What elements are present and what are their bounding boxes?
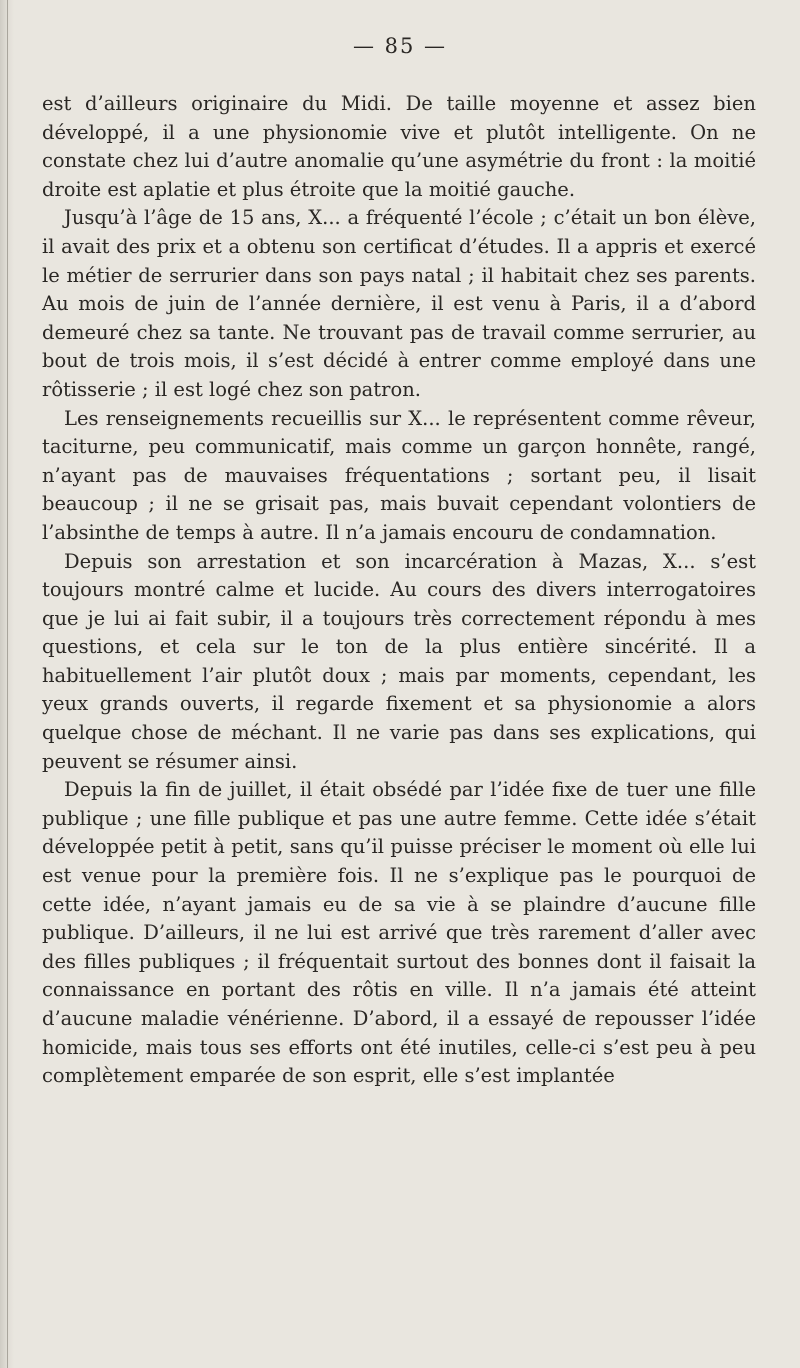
- body-text: [42, 90, 756, 1091]
- page-binding-line: [7, 0, 8, 1368]
- paragraph-4: Depuis son arrestation et son incarcération à Mazas, X... s’est toujours montré calme et lucide. Au cours des divers interrogatoires que je lui ai fait subir, il a toujours très correctement répondu à mes questions, et cela sur le ton de la plus entière sincérité. Il a habituellement l’air plutôt doux ; mais par moments, cependant, les yeux grands ouverts, il regarde fixement et sa physionomie a alors quelque chose de méchant. Il ne varie pas dans ses explications, qui peuvent se résumer ainsi.: [42, 549, 756, 773]
- paragraph-5: Depuis la fin de juillet, il était obsédé par l’idée fixe de tuer une fille publique ; une fille publique et pas une autre femme. Cette idée s’était développée petit à petit, sans qu’il puisse préciser le moment où elle lui est venue pour la première fois. Il ne s’explique pas le pourquoi de cette idée, n’ayant jamais eu de sa vie à se plaindre d’aucune fille publique. D’ailleurs, il ne lui est arrivé que très rarement d’aller avec des filles publiques ; il fréquentait surtout des bonnes dont il faisait la connaissance en portant des rôtis en ville. Il n’a jamais été atteint d’aucune maladie vénérienne. D’abord, il a essayé de repousser l’idée homicide, mais tous ses efforts ont été inutiles, celle-ci s’est peu à peu complètement emparée de son esprit, elle s’est implantée: [42, 778, 756, 1088]
- paragraph-3: Les renseignements recueillis sur X... le représentent comme rêveur, taciturne, peu communicatif, mais comme un garçon honnête, rangé, n’ayant pas de mauvaises fréquentations ; sortant peu, il lisait beaucoup ; il ne se grisait pas, mais buvait cependant volontiers de l’absinthe de temps à autre. Il n’a jamais encouru de condamnation.: [42, 406, 756, 544]
- paragraph-2: Jusqu’à l’âge de 15 ans, X... a fréquenté l’école ; c’était un bon élève, il avait des prix et a obtenu son certificat d’études. Il a appris et exercé le métier de serrurier dans son pays natal ; il habitait chez ses parents. Au mois de juin de l’année dernière, il est venu à Paris, il a d’abord demeuré chez sa tante. Ne trouvant pas de travail comme serrurier, au bout de trois mois, il s’est décidé à entrer comme employé dans une rôtisserie ; il est logé chez son patron.: [42, 206, 756, 401]
- page-number: — 85 —: [352, 34, 448, 58]
- paragraph-1: est d’ailleurs originaire du Midi. De taille moyenne et assez bien développé, il a une physionomie vive et plutôt intelligente. On ne constate chez lui d’autre anomalie qu’une asymétrie du front : la moitié droite est aplatie et plus étroite que la moitié gauche.: [42, 92, 756, 201]
